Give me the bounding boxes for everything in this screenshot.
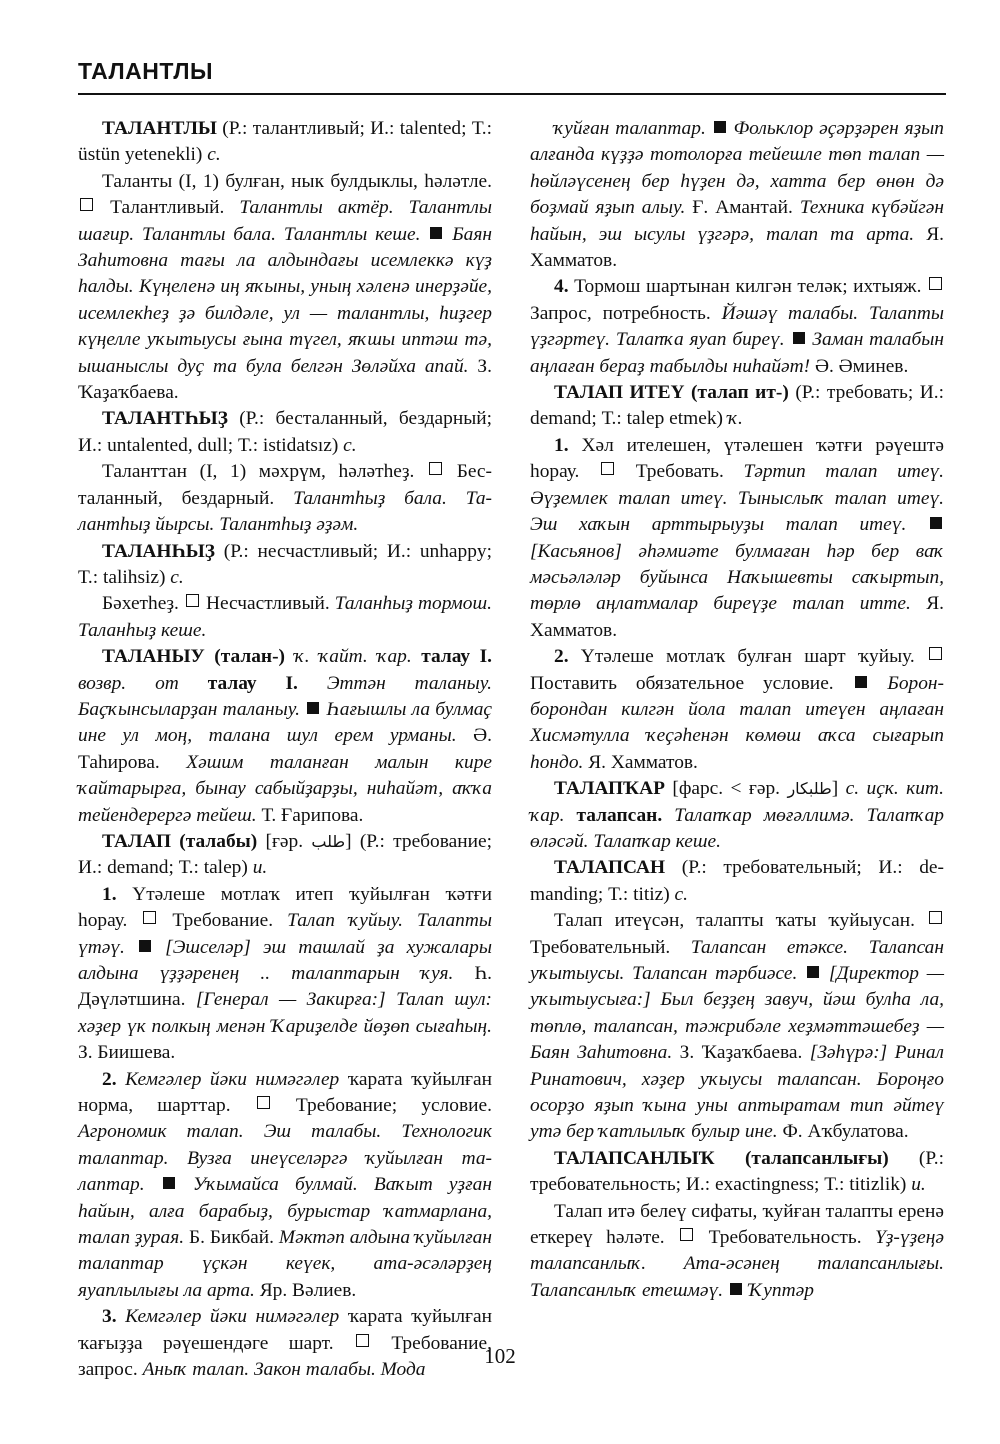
dictionary-entry-heading [78,829,492,882]
italic-text: [Зәһүрә:] Ринал Ринатович, хәҙер уҡыусы талапсан. Бороңғо осорҙо яҙып ҡына уны аптыратам тип әйтеү утә бер ҡатлылыҡ булыр ине. [530,1042,944,1143]
header-rule [78,93,946,95]
text: [фарс. < ғәр. [664,778,788,800]
italic-text: [Генерал — Закирға:] Талап шул: хәҙер үк полкың менән Ҡариҙелде йөҙөп сығаһың. [78,989,492,1037]
text: Талантливый. [95,197,240,219]
text: ҡарата ҡуйылған ҡағыҙҙа рәүешендәге шарт. [78,1306,492,1354]
headword: ТАЛАНТЛЫ [102,118,217,139]
headword: ТАЛАП (талабы) [102,830,258,852]
dictionary-entry-heading [530,1146,944,1199]
text: Требовательность. [695,1227,876,1249]
italic-text: Техника күбәйгән һайын, эш ысулы үҙгәрә, талап та арта. [530,197,944,245]
text [412,646,421,667]
italic-text: от [155,672,179,694]
example-marker-icon [793,332,805,344]
example-marker-icon [139,940,151,952]
text: Требование. [158,910,288,932]
definition-paragraph [78,169,492,407]
dictionary-entry-heading [530,855,944,908]
italic-text: Талантлы актёр. Талантлы шағир. Талантлы бала. Талантлы кеше. [78,197,492,245]
text: З. Ҡаҙаҡбаева. [78,355,492,404]
italic-text: возвр. [78,672,127,694]
russian-equivalent-marker-icon [680,1228,693,1241]
italic-text: Талап ҡуйыу. Талапты үтәү. [78,910,492,958]
example-marker-icon [930,517,942,529]
italic-text: Хәшим таланған малын кире ҡайтарырға, бынау сабыйҙарҙы, ниһайәт, аҡҡа тейендерергә тейеш. [78,751,492,826]
text: (Р.: требовать; И.: demand; Т.: talep etmek) [530,382,944,430]
text: Несчастливый. [200,593,335,615]
text: Үтәлеше мотлаҡ булған шарт ҡуйыу. [568,646,927,668]
example-marker-icon [307,702,319,714]
text: Ф. Аҡбулатова. [777,1121,909,1143]
definition-paragraph [530,116,944,274]
dictionary-entry-heading [78,644,492,829]
text: Яр. Вәлиев. [254,1279,357,1301]
example-marker-icon [807,966,819,978]
example-marker-icon [714,121,726,133]
russian-equivalent-marker-icon [929,911,942,924]
dictionary-entry-heading [78,406,492,459]
italic-text: Баян Заһитовна тағы ла алдындағы исемлеккә күҙ һалды. Күңеленә иң яҡыны, уның хәленә инерҙәйе, исемлекһеҙ ҙә билдәле, ул — талантлы, һиҙгер күңелле уҡытыусы ғына түгел, яҡшы иптәш тә, ышаныслы дуҫ та була белгән Зөләйха апай. [78,223,492,377]
italic-text: ҡ. [727,408,743,430]
italic-text: Һағышлы ла булмаҫ ине ул моң, талана шул ерем урманы. [78,698,492,747]
text: Тормош шартынан килгән теләк; ихтыяж. [568,276,927,298]
text: Үтәлеше мотлаҡ итеп ҡуйылған ҡәтғи һорау. [78,883,492,932]
text: Б. Бикбай. [184,1227,279,1249]
running-head: ТАЛАНТЛЫ [78,58,213,84]
text [285,646,294,667]
headword: ТАЛАПСАН [554,857,666,879]
italic-text: с. [170,566,184,588]
italic-text: Талантһыҙ бала. Талантһыҙ йырсы. Талантһыҙ әҙәм. [78,487,492,536]
text: Хәл ителешен, үтәлешен ҡәтғи рәүештә һорау. [530,434,944,483]
text: Ғ. Амантай. [685,197,800,219]
text: Таланттан (I, 1) мәхрүм, һәләтһеҙ. [102,461,428,483]
text: Требование; условие. [271,1095,492,1117]
left-column [78,116,492,1384]
dictionary-entry-heading [78,539,492,592]
text: Я. Хамматов. [583,751,698,773]
definition-paragraph [530,644,944,776]
italic-text: Ҡуптәр [743,1279,814,1301]
arabic-etymon: طلبكار [787,779,832,799]
definition-paragraph [530,433,944,644]
text [662,805,674,826]
dictionary-entry-heading [78,116,492,169]
italic-text: с. [343,434,357,456]
italic-text: ҡ. ҡайт. ҡар. [294,646,412,668]
dictionary-entry-heading [530,380,944,433]
definition-paragraph [78,882,492,1067]
russian-equivalent-marker-icon [143,911,156,924]
text: Я. Хамматов. [530,593,944,641]
italic-text: Уҡымайса булмай. Ваҡыт уҙған һайын, алға барабыҙ, бурыстар ҡатмарлана, талап ҙурая. [78,1174,492,1249]
text: (Р.: несчастливый; И.: unhappy; Т.: talihsiz) [78,540,492,588]
text [179,673,208,694]
example-marker-icon [163,1177,175,1189]
text: ] [831,778,846,800]
text: Һ. Дәүләтшина. [78,963,492,1011]
italic-text: Аныҡ талап. Закон талабы. Мода [142,1359,426,1381]
italic-text: Заман талабын аңлаған бераҙ табылды ниһайәт! [530,329,945,377]
text: Бәхетһеҙ. [102,593,184,615]
headword: талау I. [421,646,492,668]
text: Т. Ғарипова. [256,804,364,826]
text [117,1306,126,1327]
italic-text: Агрономик талап. Эш талабы. Технологик талаптар. Вузға инеүселәргә ҡуйылған талаптар. [78,1121,492,1196]
headword: ТАЛАПҠАР [554,778,665,800]
right-column [530,116,944,1304]
italic-text: [Директор — уҡытыусыға:] Был беҙҙең завуч, йәш булһа ла, төплө, талапсан, тәжрибәле хеҙмәттәшебеҙ — Баян Заһитовна. [530,963,944,1064]
headword: 4. [554,276,569,298]
italic-text: Таланһыҙ тормош. Таланһыҙ кеше. [78,593,492,641]
headword: ТАЛАНЫУ (талан-) [102,646,286,668]
headword: 1. [554,434,569,456]
italic-text: с. [674,883,689,905]
italic-text: Үҙ-үҙеңә талапсанлыҡ. Ата-әсәнең талапсанлығы. Талапсанлыҡ етешмәү. [530,1227,944,1301]
italic-text: Мәктәп алдына ҡуйылған талаптар үҫкән кеүек, ата-әсәләрҙең яуаплылығы ла арта. [78,1227,492,1301]
text [117,1069,126,1090]
headword: ТАЛАПСАНЛЫҠ (талапсанлығы) [554,1147,889,1169]
italic-text: и. [911,1174,926,1196]
russian-equivalent-marker-icon [601,462,614,475]
text: Ә. Таһирова. [78,725,492,773]
text: Я. Хамматов. [530,223,944,272]
text: Требование, запрос. [78,1332,493,1381]
headword: ТАЛАНТҺЫҘ [102,408,228,430]
text: (Р.: требовательный; И.: demanding; Т.: titiz) [530,857,944,905]
russian-equivalent-marker-icon [929,277,942,290]
text: ] (Р.: требование; И.: demand; Т.: talep) [78,830,492,879]
definition-paragraph [78,459,492,538]
text: Талап итеүсән, талапты ҡаты ҡуйыусан. [554,910,927,932]
text [126,673,155,694]
russian-equivalent-marker-icon [429,462,442,475]
italic-text: Борон-борондан килгән йола талап итеүен аңлаған Хисмәтулла ҡеҫәһенән көмөш аҡса сығарып һондо. [530,672,945,773]
text: (Р.: бесталанный, бездарный; И.: untalented, dull; Т.: istidatsız) [78,408,492,456]
text: Талап итә белеү сифаты, ҡуйған талапты еренә еткереү һәләте. [530,1200,944,1249]
italic-text: Фольклор әҫәрҙәрен яҙып алғанда күҙҙә тотолорға тейешле төп талап — һөйләүсенең бер һүҙен дә, хатта бер өнөн дә боҙмай яҙып алыу. [530,118,944,219]
italic-text: и. [252,857,268,879]
text: (Р.: талантливый; И.: talented; Т.: üstün yetenekli) [78,118,492,166]
text [298,673,327,694]
example-marker-icon [855,676,867,688]
text: Поставить обязательное условие. [530,672,853,694]
text: Таланты (I, 1) булған, нык булдыклы, һәләтле. [102,170,492,192]
italic-text: Тәртип талап итеү. Әүҙемлек талап итеү. Тыныслыҡ талап итеү. Эш хаҡын арттырыуҙы талап итеү. [530,461,944,536]
italic-text: Эттән таланыу. Баҫҡынсыларҙан таланыу. [78,672,492,720]
headword: ТАЛАНҺЫҘ [102,540,216,562]
definition-paragraph [78,591,492,644]
italic-text: Кемгәлер йәки нимәгәлер [125,1068,340,1090]
italic-text: [Касьянов] әһәмиәте булмаған һәр бер ваҡ мәсьәләләр буйынса Наҡышевты саҡыртып, төрлө аңлатмалар биреүҙе талап итте. [530,540,944,615]
definition-paragraph [530,908,944,1146]
italic-text: с. [207,144,221,166]
headword: 1. [102,883,117,905]
page-number: 102 [484,1344,516,1368]
text: Ә. Әминев. [810,355,909,377]
headword: ТАЛАП ИТЕҮ (талап ит-) [554,382,789,404]
text: [ғәр. [257,830,312,852]
text: З. Биишева. [78,1042,176,1064]
text: Бесталанный, бездарный. [78,461,492,509]
russian-equivalent-marker-icon [929,647,942,660]
italic-text: с. иҫк. кит. ҡар. [530,778,944,826]
headword: 2. [102,1068,117,1090]
headword: 3. [102,1306,117,1328]
italic-text: Йәшәү талабы. Талапты үҙгәртеү. Талапҡа яуап биреү. [530,302,944,351]
russian-equivalent-marker-icon [257,1096,270,1109]
example-marker-icon [430,227,442,239]
example-marker-icon [730,1283,742,1295]
headword: талапсан. [576,804,663,826]
arabic-etymon: طلب [311,831,346,851]
text [564,805,576,826]
headword: 2. [554,646,569,668]
russian-equivalent-marker-icon [80,198,93,211]
definition-paragraph [78,1067,492,1305]
russian-equivalent-marker-icon [186,594,199,607]
text: (Р.: требовательность; И.: exactingness; Т.: titizlik) [530,1147,944,1196]
text: Требовать. [616,461,744,483]
definition-paragraph [530,274,944,380]
headword: талау I. [207,672,298,694]
italic-text: Кемгәлер йәки нимәгәлер [125,1306,340,1328]
italic-text: Талапҡар мөғәллимә. Талапҡар өләсәй. Талапҡар кеше. [530,804,944,852]
dictionary-entry-heading [530,776,944,855]
italic-text: ҡуйған талаптар. [554,118,712,139]
italic-text: [Эшселәр] эш ташлай ҙа хужалары алдына үҙҙәренең .. талаптарын ҡуя. [78,936,492,984]
text: Запрос, потребность. [530,302,722,324]
definition-paragraph [530,1199,944,1305]
text: З. Ҡаҙаҡбаева. [672,1042,810,1064]
italic-text: Талапсан етәксе. Талапсан уҡытыусы. Талапсан тәрбиәсе. [530,936,944,984]
text: ҡарата ҡуйылған норма, шарттар. [78,1068,492,1117]
text: Требовательный. [530,936,691,958]
